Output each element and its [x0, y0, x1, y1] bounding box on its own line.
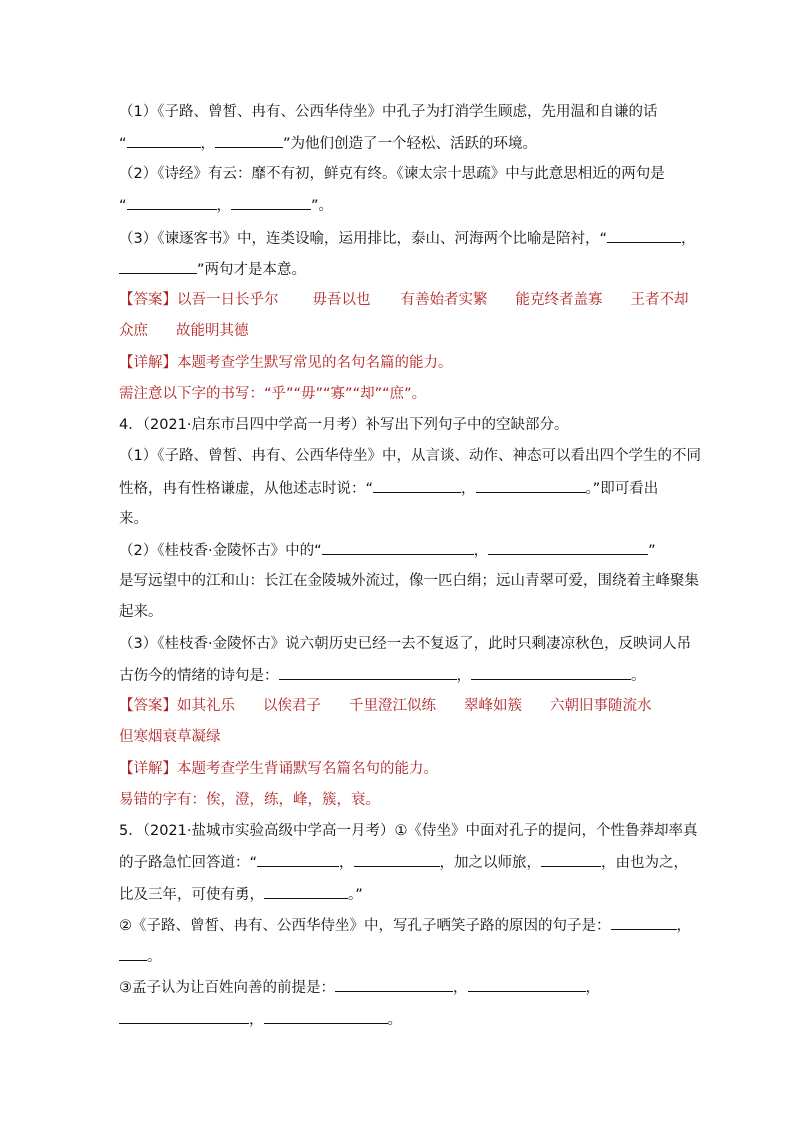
blank-2[interactable] — [476, 478, 586, 493]
q4-part2-line1 — [119, 540, 656, 560]
q5-part3-line2 — [119, 1009, 402, 1029]
part1-text: 性格，冉有性格谦虚，从他述志时说：“ — [119, 481, 374, 497]
blank-2[interactable] — [215, 133, 283, 148]
q3-answer-line2 — [119, 321, 249, 341]
comma: ， — [585, 980, 600, 996]
part2-text: （2）《桂枝香·金陵怀古》中的“ — [119, 543, 322, 559]
answer-item: 以俟君子 — [263, 698, 321, 714]
q4-answer-line2 — [119, 727, 221, 747]
answer-item: 毋吾以也 — [312, 292, 371, 308]
q4-note: 易错的字有：俟，澄，练，峰，簇，衰。 — [119, 792, 380, 808]
part1-text: 的子路急忙回答道：“ — [119, 855, 258, 871]
blank-1[interactable] — [607, 228, 681, 243]
q4-part2-line2: 是写远望中的江和山：长江在金陵城外流过，像一匹白绢；远山青翠可爱，围绕着主峰聚集 — [119, 573, 699, 589]
q3-part2-line2 — [119, 195, 333, 215]
comma: ， — [216, 198, 232, 214]
answer-item: 有善始者实繁 — [400, 292, 488, 308]
comma: ， — [473, 543, 489, 559]
quote-open: “ — [119, 136, 127, 152]
comma: ， — [453, 980, 468, 996]
period: 。 — [147, 949, 162, 965]
answer-tag: 【答案】 — [119, 292, 177, 308]
blank-4[interactable] — [264, 884, 348, 899]
blank-3[interactable] — [541, 852, 601, 867]
answer-item: 千里澄江似练 — [349, 698, 436, 714]
part3-text: ③孟子认为让百姓向善的前提是： — [119, 980, 335, 996]
q4-part1-line2 — [119, 478, 658, 498]
blank-2[interactable] — [231, 195, 311, 210]
blank-1[interactable] — [611, 915, 677, 930]
quote-close-text: ”。 — [311, 198, 334, 214]
blank-4[interactable] — [264, 1009, 388, 1024]
quote-close-text: ”为他们创造了一个轻松、活跃的环境。 — [283, 136, 538, 152]
blank-2[interactable] — [468, 977, 586, 992]
q5-part1-line3 — [119, 884, 363, 904]
blank-1[interactable] — [373, 478, 461, 493]
q5-part2-line1 — [119, 915, 691, 935]
period: 。 — [387, 1012, 402, 1028]
part1-mid-text-2: ，由也为之， — [601, 855, 689, 871]
answer-item: 以吾一日长乎尔 — [177, 292, 279, 308]
comma: ， — [461, 481, 476, 497]
blank-2[interactable] — [119, 259, 197, 274]
blank-1[interactable] — [127, 133, 201, 148]
comma: ， — [339, 855, 354, 871]
answer-item: 故能明其德 — [176, 323, 249, 339]
q4-part1-line1: （1）《子路、曾皙、冉有、公西华侍坐》中，从言谈、动作、神态可以看出四个学生的不同 — [119, 448, 701, 464]
blank-3[interactable] — [119, 1009, 249, 1024]
q3-part3-line2 — [119, 259, 306, 279]
q4-part2-line3: 起来。 — [119, 604, 163, 620]
q4-header: 4．（2021·启东市吕四中学高一月考）补写出下列句子中的空缺部分。 — [119, 417, 569, 433]
detail-text: 本题考查学生默写常见的名句名篇的能力。 — [177, 355, 453, 371]
part1-text-3: 比及三年，可使有勇， — [119, 887, 264, 903]
blank-2[interactable] — [471, 665, 631, 680]
part2-text: ②《子路、曾皙、冉有、公西华侍坐》中，写孔子哂笑子路的原因的句子是： — [119, 918, 611, 934]
q3-part1-line2 — [119, 133, 537, 153]
detail-tag: 【详解】 — [119, 355, 177, 371]
q3-part3-line1 — [119, 228, 695, 248]
q4-answer-line1 — [119, 696, 652, 716]
blank-2[interactable] — [354, 852, 440, 867]
q4-detail — [119, 759, 438, 779]
quote-close: ” — [648, 543, 656, 559]
answer-item: 但寒烟衰草凝绿 — [119, 729, 221, 745]
q5-header: 5．（2021·盐城市实验高级中学高一月考）①《侍坐》中面对孔子的提问，个性鲁莽却率真 — [119, 823, 698, 839]
blank-1[interactable] — [322, 540, 474, 555]
q4-part3-line1: （3）《桂枝香·金陵怀古》说六朝历史已经一去不复返了，此时只剩凄凉秋色，反映词人吊 — [119, 636, 692, 652]
quote-close-text: ”两句才是本意。 — [197, 262, 307, 278]
answer-item: 六朝旧事随流水 — [550, 698, 652, 714]
blank-1[interactable] — [335, 977, 453, 992]
q4-part1-line3: 来。 — [119, 511, 148, 527]
q5-part1-line2 — [119, 852, 688, 872]
q5-part3-line1 — [119, 977, 600, 997]
blank-1[interactable] — [127, 195, 217, 210]
part1-mid-text: ，加之以师旅， — [439, 855, 542, 871]
part1-end-text: 。”即可看出 — [585, 481, 659, 497]
answer-item: 众庶 — [119, 323, 148, 339]
part3-text: （3）《谏逐客书》中，连类设喻，运用排比，泰山、河海两个比喻是陪衬，“ — [119, 231, 607, 247]
q4-part3-line2 — [119, 665, 646, 685]
blank-1[interactable] — [279, 665, 457, 680]
quote-open: “ — [119, 198, 127, 214]
q3-part2-line1: （2）《诗经》有云：靡不有初，鲜克有终。《谏太宗十思疏》中与此意思相近的两句是 — [119, 166, 665, 182]
q3-note: 需注意以下字的书写：“乎”“毋”“寡”“却”“庶”。 — [119, 386, 427, 402]
blank-2[interactable] — [119, 946, 147, 961]
comma: ， — [200, 136, 216, 152]
quote-close: 。” — [348, 887, 363, 903]
q5-part2-line2 — [119, 946, 162, 966]
detail-tag: 【详解】 — [119, 761, 177, 777]
answer-tag: 【答案】 — [119, 698, 177, 714]
comma: ， — [680, 231, 696, 247]
comma: ， — [456, 668, 471, 684]
answer-item: 翠峰如簇 — [464, 698, 522, 714]
part3-text: 古伤今的情绪的诗句是： — [119, 668, 279, 684]
answer-item: 王者不却 — [630, 292, 689, 308]
answer-item: 能克终者盖寡 — [515, 292, 603, 308]
q3-detail — [119, 353, 453, 373]
detail-text: 本题考查学生背诵默写名篇名句的能力。 — [177, 761, 438, 777]
q3-answer-line1 — [119, 290, 689, 310]
comma: ， — [676, 918, 691, 934]
answer-item: 如其礼乐 — [177, 698, 235, 714]
comma: ， — [249, 1012, 264, 1028]
period: 。 — [631, 668, 646, 684]
blank-2[interactable] — [488, 540, 648, 555]
blank-1[interactable] — [257, 852, 339, 867]
q3-part1-line1: （1）《子路、曾皙、冉有、公西华侍坐》中孔子为打消学生顾虑，先用温和自谦的话 — [119, 104, 658, 120]
